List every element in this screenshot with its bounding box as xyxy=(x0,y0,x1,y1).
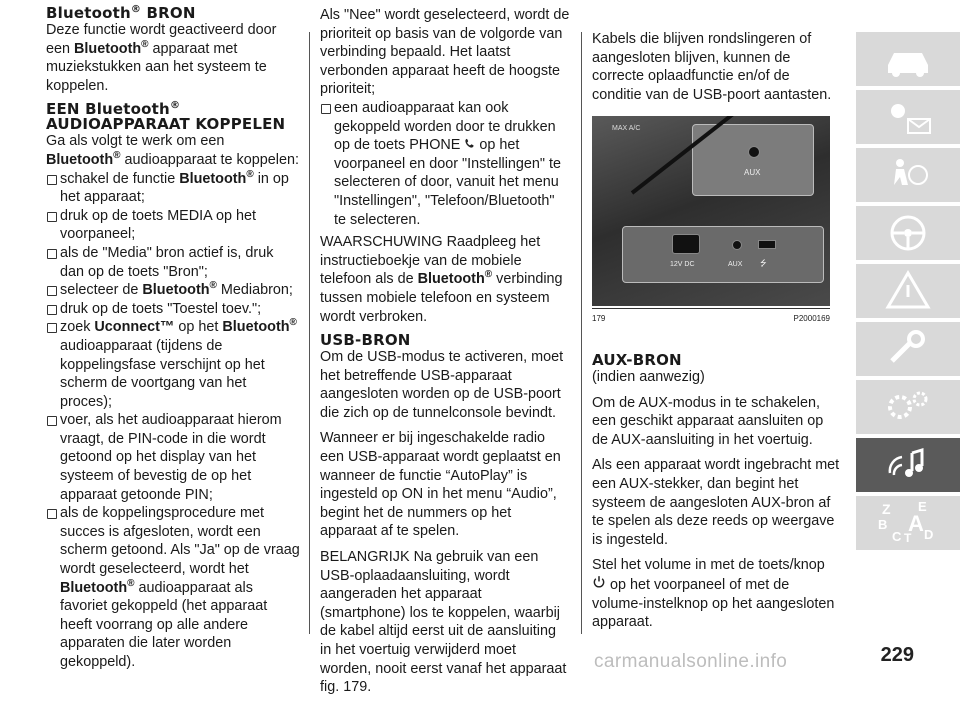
tab-technical-data[interactable] xyxy=(856,380,960,434)
tab-driving[interactable] xyxy=(856,206,960,260)
aux-label-top: AUX xyxy=(744,168,761,178)
tab-safety[interactable] xyxy=(856,148,960,202)
chapter-tabs xyxy=(856,32,960,554)
tab-dashboard[interactable] xyxy=(856,90,960,144)
power-icon xyxy=(592,575,606,589)
usb-icon: ⭍ xyxy=(760,259,767,269)
paragraph: Kabels die blijven rondslingeren of aangesloten blijven, kunnen de correcte oplaadfunctie en/of de conditie van de USB-poort aantasten. xyxy=(592,31,832,103)
column-divider xyxy=(309,32,310,634)
list-item: voer, als het audioapparaat hierom vraagt, de PIN-code in die wordt getoond op het display van het systeem of bevestig de op het apparaat getoonde PIN; xyxy=(46,411,301,504)
tab-vehicle[interactable] xyxy=(856,32,960,86)
column-right xyxy=(592,30,842,639)
aux-label-bottom: AUX xyxy=(728,261,743,269)
heading-usb-source: USB-BRON xyxy=(320,331,411,350)
index-letter: T xyxy=(904,531,912,545)
index-letter: C xyxy=(892,529,902,544)
heading-aux-source: AUX-BRON xyxy=(592,350,682,369)
heading-pair-device: EEN Bluetooth® AUDIOAPPARAAT KOPPELEN xyxy=(46,100,286,134)
phone-icon xyxy=(464,138,475,149)
warning-light-icon xyxy=(878,95,938,139)
subheading: (indien aanwezig) xyxy=(592,368,705,385)
figure-code: P2000169 xyxy=(793,314,830,324)
12v-label: 12V DC xyxy=(670,261,695,269)
list xyxy=(320,99,570,229)
index-letter: D xyxy=(924,527,934,542)
list-item: druk op de toets MEDIA op het voorpaneel; xyxy=(46,207,301,244)
index-letters xyxy=(878,501,938,545)
paragraph: Deze functie wordt geactiveerd door een Bluetooth® apparaat met muziekstukken aan het systeem te koppelen. xyxy=(46,22,277,94)
heading-bluetooth-source: Bluetooth® BRON xyxy=(46,4,196,22)
steering-wheel-icon xyxy=(878,211,938,255)
list-item: selecteer de Bluetooth® Mediabron; xyxy=(46,281,301,300)
figure-usb-aux-ports xyxy=(592,116,830,306)
list-item: een audioapparaat kan ook gekoppeld worden door te drukken op de toets PHONE op het voorpaneel en door "Instellingen" te selecteren of door, vanuit het menu "Instellingen", "Telefoon/Bluetooth" te selecteren. xyxy=(320,99,570,229)
tab-index[interactable] xyxy=(856,496,960,550)
multimedia-icon xyxy=(878,443,938,487)
paragraph: Om de AUX-modus in te schakelen, een geschikt apparaat aansluiten op de AUX-aansluiting in het voertuig. xyxy=(592,394,824,448)
list-item: schakel de functie Bluetooth® in op het apparaat; xyxy=(46,170,301,207)
ac-label: MAX A/C xyxy=(612,125,641,133)
list-item: zoek Uconnect™ op het Bluetooth® audioapparaat (tijdens de koppelingsfase verschijnt op het scherm de voortgang van het proces); xyxy=(46,318,301,411)
figure-caption xyxy=(592,308,830,329)
console-panel xyxy=(622,226,824,283)
car-icon xyxy=(878,37,938,81)
list-item: als de "Media" bron actief is, druk dan op de toets "Bron"; xyxy=(46,244,301,281)
watermark: carmanualsonline.info xyxy=(594,651,788,672)
warning-triangle-icon xyxy=(878,269,938,313)
paragraph: Om de USB-modus te activeren, moet het betreffende USB-apparaat aangesloten worden op de USB-poort die zich op de tunnelconsole bevindt. xyxy=(320,349,564,421)
paragraph: Als "Nee" wordt geselecteerd, wordt de prioriteit op basis van de volgorde van verbinding bepaald. Het laatst verbonden apparaat heeft de hoogste prioriteit; xyxy=(320,7,570,98)
column-middle xyxy=(320,6,570,704)
paragraph: Stel het volume in met de toets/knop op het voorpaneel of met de volume-instelknop op het aangesloten apparaat. xyxy=(592,557,835,631)
paragraph: Wanneer er bij ingeschakelde radio een USB-apparaat wordt geplaatst en wanneer de functie “AutoPlay” is ingesteld op ON in het menu “Audio”, begint het de nummers op het apparaat af te spelen. xyxy=(320,430,561,540)
list-item: druk op de toets "Toestel toev."; xyxy=(46,300,301,319)
list-item: als de koppelingsprocedure met succes is afgesloten, wordt een scherm getoond. Als "Ja" op de vraag wordt geselecteerd, wordt het Bluetooth® audioapparaat als favoriet gekoppeld (het apparaat heeft voorrang op alle andere apparaten die later worden gekoppeld). xyxy=(46,504,301,671)
page-number: 229 xyxy=(880,644,914,666)
index-letter: A xyxy=(908,511,924,536)
index-letter: B xyxy=(878,517,888,532)
tab-emergency[interactable] xyxy=(856,264,960,318)
tab-multimedia[interactable] xyxy=(856,438,960,492)
paragraph: Ga als volgt te werk om een Bluetooth® audioapparaat te koppelen: xyxy=(46,133,299,168)
12v-socket xyxy=(672,234,700,254)
tab-maintenance[interactable] xyxy=(856,322,960,376)
column-left xyxy=(46,6,301,676)
index-letter: Z xyxy=(882,501,891,517)
wrench-icon xyxy=(878,327,938,371)
paragraph-important: BELANGRIJK Na gebruik van een USB-oplaadaansluiting, wordt aangeraden het apparaat (smartphone) los te koppelen, waarbij de kabel altijd eerst uit de aansluiting in het voertuig verwijderd moet worden, nooit eerst vanaf het apparaat fig. 179. xyxy=(320,549,567,696)
column-divider xyxy=(581,32,582,634)
gears-icon xyxy=(878,385,938,429)
airbag-icon xyxy=(878,153,938,197)
paragraph-warning: WAARSCHUWING Raadpleeg het instructieboekje van de mobiele telefoon als de Bluetooth® verbinding tussen mobiele telefoon en systeem wordt verbroken. xyxy=(320,234,563,325)
usb-port xyxy=(758,240,776,249)
pairing-steps-list xyxy=(46,170,301,672)
index-letter: E xyxy=(918,499,927,514)
aux-panel-top xyxy=(692,124,814,196)
figure-number: 179 xyxy=(592,314,606,324)
paragraph: Als een apparaat wordt ingebracht met een AUX-stekker, dan begint het systeem de aangesloten AUX-bron af te spelen als deze reeds op weergave is ingesteld. xyxy=(592,457,840,548)
